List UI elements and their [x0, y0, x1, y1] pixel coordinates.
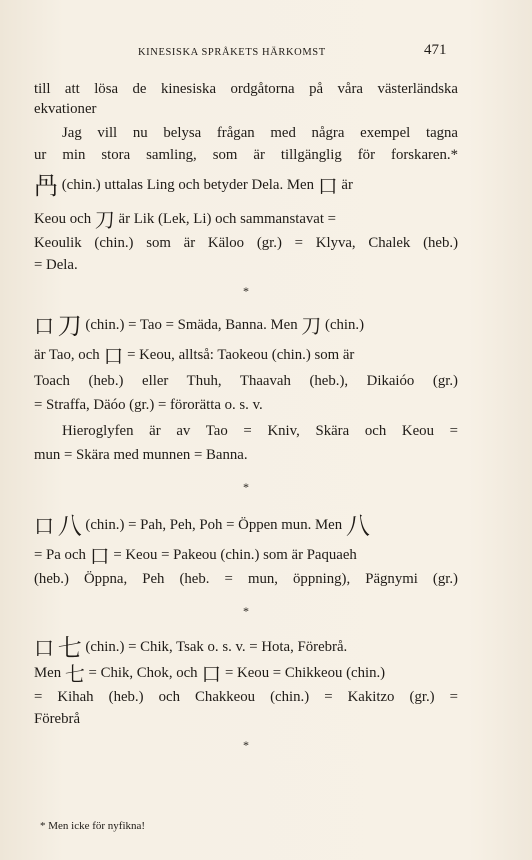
- chinese-glyph-chik: 七: [64, 661, 85, 686]
- text-run: (chin.) = Chik, Tsak o. s. v. = Hota, Förebrå.: [85, 639, 348, 655]
- running-head: KINESISKA SPRÅKETS HÄRKOMST: [138, 47, 326, 58]
- text-line: (heb.) Öppna, Peh (heb. = mun, öppning), Pägnymi (gr.): [34, 571, 458, 587]
- text-line: [34, 171, 458, 200]
- text-run: Keou och: [34, 211, 92, 227]
- text-run: = Pa och: [34, 547, 86, 563]
- text-run: är Lik (Lek, Li) och sammanstavat =: [118, 211, 337, 227]
- text-run: = Keou = Pakeou (chin.) som är Paquaeh: [113, 547, 357, 563]
- chinese-glyph-keou: 口: [34, 635, 54, 660]
- chinese-glyph-keou: 口: [89, 543, 110, 568]
- chinese-glyph-keou: 口: [201, 661, 222, 686]
- text-line: [34, 511, 458, 540]
- text-line: Jag vill nu belysa frågan med några exempel tagna: [62, 125, 458, 141]
- section-divider-asterisk: *: [243, 480, 249, 494]
- text-line: Förebrå: [34, 711, 81, 727]
- text-line: = Straffa, Däóo (gr.) = förorätta o. s. v.: [34, 397, 263, 413]
- text-line: = Dela.: [34, 257, 78, 273]
- chinese-glyph-lik: 刀: [94, 207, 115, 232]
- chinese-glyph-keou: 口: [103, 343, 124, 368]
- chinese-glyph-chik: 七: [57, 633, 82, 662]
- text-run: är: [341, 177, 353, 193]
- text-line: [34, 208, 458, 230]
- text-line: ekvationer: [34, 101, 97, 117]
- page-number: 471: [424, 42, 447, 58]
- text-line: Keoulik (chin.) som är Käloo (gr.) = Klyva, Chalek (heb.): [34, 235, 458, 251]
- text-line: mun = Skära med munnen = Banna.: [34, 447, 248, 463]
- text-run: (chin.) uttalas Ling och betyder Dela. Men: [61, 177, 314, 193]
- text-run: = Chik, Chok, och: [88, 665, 198, 681]
- section-divider-asterisk: *: [243, 284, 249, 298]
- text-line: [34, 662, 458, 684]
- text-line: Hieroglyfen är av Tao = Kniv, Skära och Keou =: [62, 423, 458, 439]
- text-line: [34, 344, 458, 366]
- chinese-glyph-keou: 口: [317, 173, 338, 198]
- text-line: [34, 544, 458, 566]
- chinese-glyph-keou: 口: [34, 513, 54, 538]
- chinese-glyph-tao: 刀: [57, 311, 82, 340]
- chinese-glyph-tao: 刀: [301, 313, 322, 338]
- text-line: till att lösa de kinesiska ordgåtorna på våra västerländska: [34, 81, 458, 97]
- text-run: (chin.) = Pah, Peh, Poh = Öppen mun. Men: [85, 517, 343, 533]
- page-header: [0, 40, 532, 64]
- section-divider-asterisk: *: [243, 604, 249, 618]
- text-line: Toach (heb.) eller Thuh, Thaavah (heb.), Dikaióo (gr.): [34, 373, 458, 389]
- chinese-glyph-pah: 八: [345, 511, 370, 540]
- text-line: [34, 311, 458, 340]
- chinese-glyph-keou: 口: [34, 313, 54, 338]
- chinese-glyph-ling: 冎: [34, 171, 58, 200]
- text-run: Men: [34, 665, 62, 681]
- text-line: [34, 633, 458, 662]
- footnote: * Men icke för nyfikna!: [40, 820, 146, 832]
- text-line: = Kihah (heb.) och Chakkeou (chin.) = Kakitzo (gr.) =: [34, 689, 458, 705]
- text-run: = Keou = Chikkeou (chin.): [225, 665, 386, 681]
- text-run: (chin.) = Tao = Smäda, Banna. Men: [85, 317, 298, 333]
- section-divider-asterisk: *: [243, 738, 249, 752]
- text-line: ur min stora samling, som är tillgänglig för forskaren.*: [34, 147, 458, 163]
- text-run: = Keou, alltså: Taokeou (chin.) som är: [127, 347, 355, 363]
- text-run: är Tao, och: [34, 347, 100, 363]
- chinese-glyph-pah: 八: [57, 511, 82, 540]
- text-run: (chin.): [325, 317, 365, 333]
